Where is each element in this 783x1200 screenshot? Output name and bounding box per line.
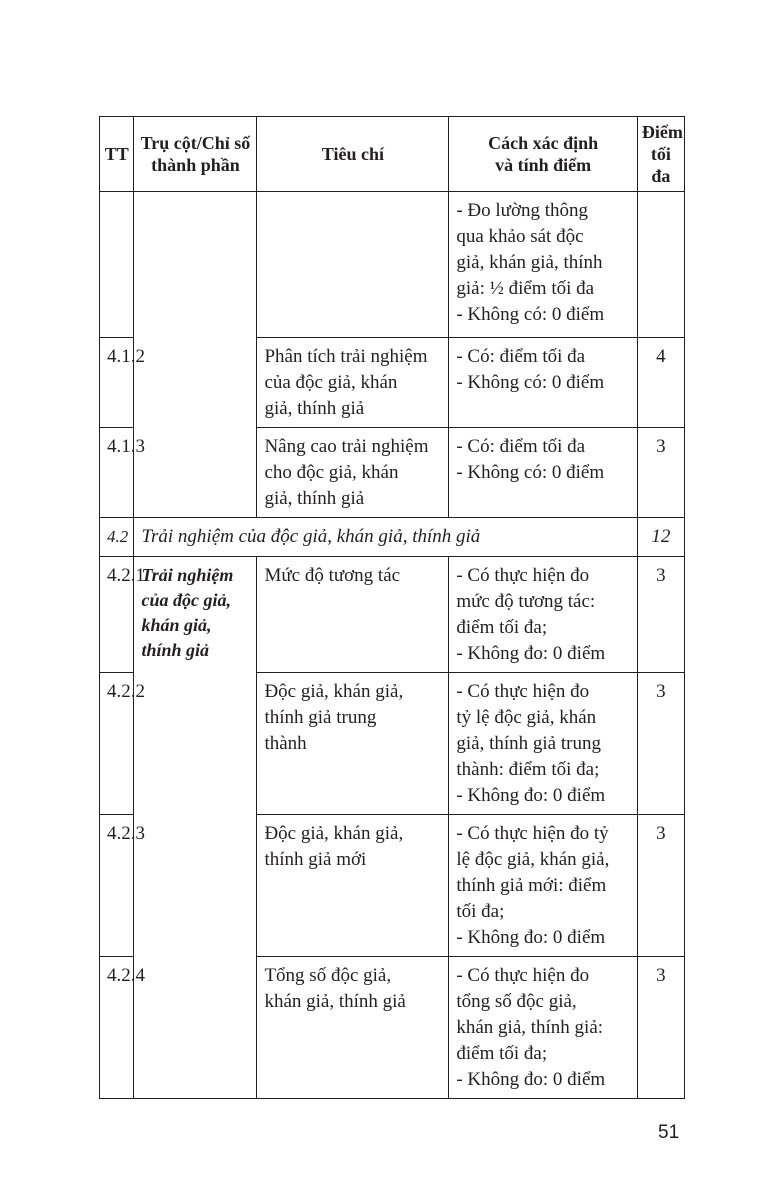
row-pillar <box>134 192 257 518</box>
row-tt: 4.1.2 <box>100 338 134 428</box>
row-tt: 4.2.4 <box>100 957 134 1099</box>
row-score: 3 <box>637 428 684 518</box>
row-tt: 4.2.2 <box>100 673 134 815</box>
section-pillar: Trải nghiệm của độc giả, khán giả, thính giả <box>134 557 257 1099</box>
row-method: - Có: điểm tối đa - Không có: 0 điểm <box>449 428 637 518</box>
table-header-row <box>100 117 685 192</box>
row-tt: 4.1.3 <box>100 428 134 518</box>
row-method: - Có thực hiện đo mức độ tương tác: điểm tối đa; - Không đo: 0 điểm <box>449 557 637 673</box>
header-criteria: Tiêu chí <box>257 117 449 192</box>
section-row <box>100 518 685 557</box>
row-score: 3 <box>637 815 684 957</box>
row-score: 4 <box>637 338 684 428</box>
table-row <box>100 557 685 673</box>
row-criteria: Độc giả, khán giả, thính giả mới <box>257 815 449 957</box>
section-tt: 4.2 <box>100 518 134 557</box>
section-title: Trải nghiệm của độc giả, khán giả, thính giả <box>134 518 637 557</box>
row-tt: 4.2.3 <box>100 815 134 957</box>
row-criteria: Phân tích trải nghiệm của độc giả, khán giả, thính giả <box>257 338 449 428</box>
row-method: - Có thực hiện đo tổng số độc giả, khán giả, thính giả: điểm tối đa; - Không đo: 0 điểm <box>449 957 637 1099</box>
row-criteria: Nâng cao trải nghiệm cho độc giả, khán giả, thính giả <box>257 428 449 518</box>
row-criteria: Tổng số độc giả, khán giả, thính giả <box>257 957 449 1099</box>
header-method: Cách xác định và tính điểm <box>449 117 637 192</box>
row-criteria <box>257 192 449 338</box>
row-criteria: Độc giả, khán giả, thính giả trung thành <box>257 673 449 815</box>
header-tt: TT <box>100 117 134 192</box>
row-method: - Có: điểm tối đa - Không có: 0 điểm <box>449 338 637 428</box>
row-score: 3 <box>637 957 684 1099</box>
row-method: - Đo lường thông qua khảo sát độc giả, khán giả, thính giả: ½ điểm tối đa - Không có: 0 điểm <box>449 192 637 338</box>
row-tt: 4.2.1 <box>100 557 134 673</box>
page-number: 51 <box>658 1122 680 1143</box>
row-score <box>637 192 684 338</box>
header-score: Điểm tối đa <box>637 117 684 192</box>
row-method: - Có thực hiện đo tỷ lệ độc giả, khán giả, thính giả mới: điểm tối đa; - Không đo: 0 điểm <box>449 815 637 957</box>
row-criteria: Mức độ tương tác <box>257 557 449 673</box>
table-row <box>100 192 685 338</box>
criteria-table <box>99 116 685 1099</box>
section-score: 12 <box>637 518 684 557</box>
row-score: 3 <box>637 673 684 815</box>
row-method: - Có thực hiện đo tỷ lệ độc giả, khán giả, thính giả trung thành: điểm tối đa; - Không đo: 0 điểm <box>449 673 637 815</box>
header-pillar: Trụ cột/Chỉ số thành phần <box>134 117 257 192</box>
row-score: 3 <box>637 557 684 673</box>
row-tt <box>100 192 134 338</box>
